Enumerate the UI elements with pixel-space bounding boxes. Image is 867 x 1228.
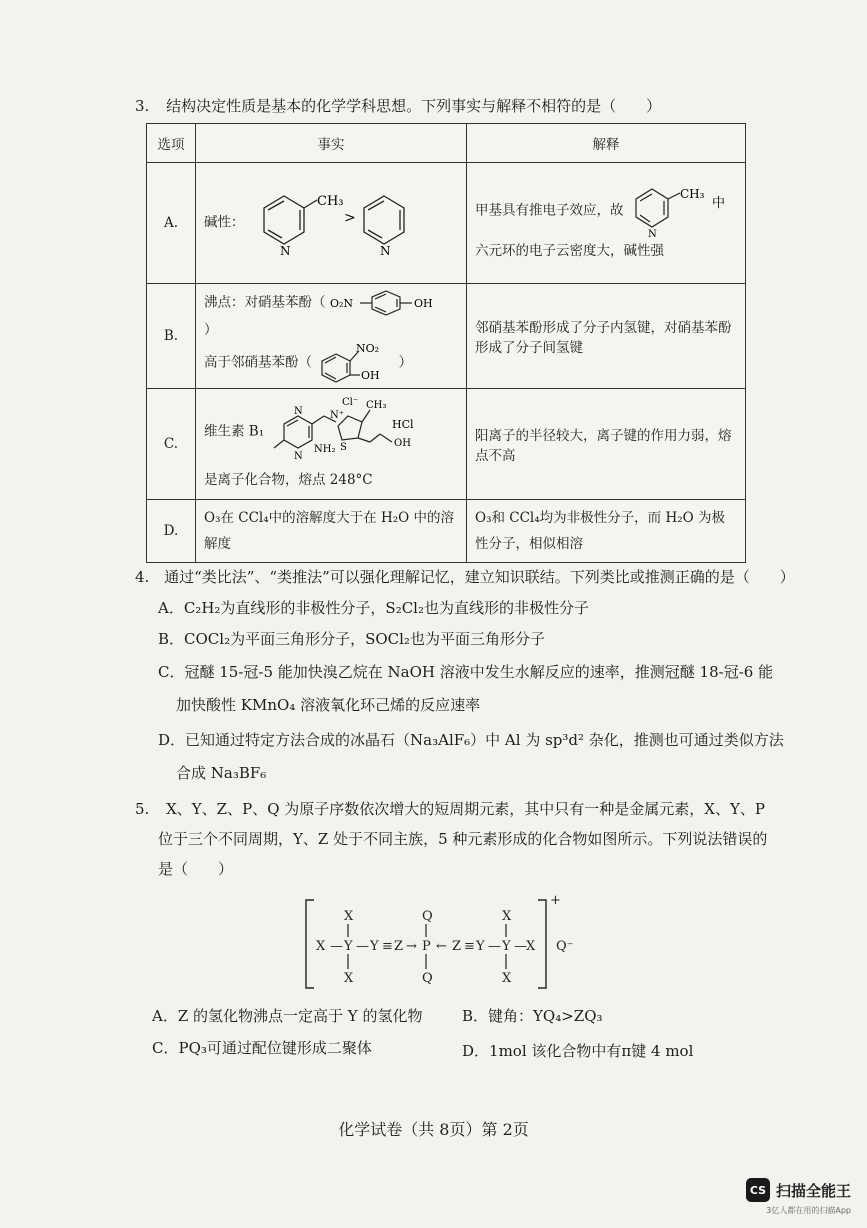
question-5	[135, 798, 765, 820]
cs-logo-icon: CS	[746, 1178, 770, 1202]
row-option: D.	[147, 500, 196, 563]
svg-text:Q: Q	[422, 971, 433, 986]
svg-text:X: X	[502, 909, 512, 924]
svg-text:Z: Z	[394, 939, 404, 954]
methylpyridine-structure	[628, 183, 732, 239]
answer-blank[interactable]: （ ）	[734, 568, 795, 586]
fact-line1-b: ）	[204, 322, 218, 338]
svg-text:P: P	[422, 939, 431, 954]
row-explanation: 阳离子的半径较大，离子键的作用力弱，熔点不高	[467, 389, 746, 500]
option-c[interactable]: C．PQ₃可通过配位键形成二聚体	[152, 1039, 372, 1057]
facts-table	[146, 123, 746, 563]
svg-text:Q⁻: Q⁻	[556, 939, 574, 954]
row-explanation: 邻硝基苯酚形成了分子内氢键，对硝基苯酚形成了分子间氢键	[467, 284, 746, 389]
expl-mid: 中	[711, 196, 725, 211]
svg-text:Y: Y	[370, 939, 379, 954]
question-number: 4.	[135, 568, 150, 586]
svg-text:X: X	[344, 909, 354, 924]
row-option: C.	[147, 389, 196, 500]
fact-line2-b: ）	[398, 354, 413, 371]
row-option: A.	[147, 163, 196, 284]
methylpyridine-ring	[264, 196, 317, 244]
option-d[interactable]: D．已知通过特定方法合成的冰晶石（Na₃AlF₆）中 Al 为 sp³d² 杂化，推测也可通过类似方法	[158, 731, 784, 749]
fact-prefix: 碱性：	[204, 214, 245, 231]
row-fact	[196, 389, 467, 500]
question-number: 3.	[135, 97, 150, 115]
question-line3: 是（ ）	[158, 860, 234, 878]
page-footer: 化学试卷（共 8页）第 2页	[338, 1120, 529, 1139]
svg-text:—: —	[514, 939, 527, 954]
option-c-cont: 加快酸性 KMnO₄ 溶液氧化环己烯的反应速率	[176, 696, 481, 714]
watermark-sub: 3亿人都在用的扫描App	[766, 1206, 851, 1215]
row-option: B.	[147, 284, 196, 389]
ring-n-label: N	[294, 406, 304, 417]
option-d-cont: 合成 Na₃BF₆	[176, 764, 267, 782]
svg-text:—: —	[330, 939, 343, 954]
svg-text:→: →	[406, 939, 417, 954]
oh-label: OH	[361, 369, 380, 382]
svg-text:—: —	[356, 939, 369, 954]
sulfur-label: S	[340, 442, 348, 453]
header-option: 选项	[147, 124, 196, 163]
fact-line2-a: 高于邻硝基苯酚（	[204, 354, 312, 371]
svg-text:Y: Y	[476, 939, 485, 954]
svg-text:—: —	[488, 939, 501, 954]
row-fact	[196, 284, 467, 389]
svg-text:Y: Y	[502, 939, 511, 954]
ring-n-label: N	[294, 451, 304, 462]
option-b[interactable]: B．COCl₂为平面三角形分子，SOCl₂也为平面三角形分子	[158, 630, 545, 648]
vitamin-b1-structure	[268, 396, 448, 468]
option-b[interactable]: B．键角：YQ₄>ZQ₃	[462, 1007, 603, 1025]
scanner-watermark	[746, 1178, 851, 1202]
svg-text:Q: Q	[422, 909, 433, 924]
option-d[interactable]: D．1mol 该化合物中有π键 4 mol	[462, 1042, 694, 1060]
oh-label: OH	[394, 438, 412, 449]
question-text: 结构决定性质是基本的化学学科思想。下列事实与解释不相符的是	[166, 97, 602, 115]
watermark-name: 扫描全能王	[775, 1181, 851, 1200]
header-explanation: 解释	[467, 124, 746, 163]
ring-n-label: N	[647, 229, 657, 239]
option-a[interactable]: A．C₂H₂为直线形的非极性分子，S₂Cl₂也为直线形的非极性分子	[158, 599, 589, 617]
ring-n-label: N	[379, 244, 391, 258]
table-row	[147, 389, 746, 500]
answer-blank[interactable]: （ ）	[601, 97, 662, 115]
svg-text:X: X	[526, 939, 536, 954]
question-line2: 位于三个不同周期，Y、Z 处于不同主族，5 种元素形成的化合物如图所示。下列说法错误的	[158, 830, 768, 848]
svg-text:≡: ≡	[464, 939, 475, 954]
o-nitrophenol-structure	[316, 342, 394, 384]
table-row	[147, 163, 746, 284]
methylpyridine-vs-pyridine-diagram	[249, 186, 419, 260]
ionic-compound-structure	[300, 890, 600, 1000]
ring-n-label: N	[279, 244, 291, 258]
ring-n-plus-label: N⁺	[330, 410, 345, 421]
svg-text:X: X	[316, 939, 326, 954]
svg-text:X: X	[344, 971, 354, 986]
oh-label: OH	[413, 297, 433, 310]
chloride-label: Cl⁻	[342, 397, 359, 408]
methyl-label: CH₃	[679, 187, 705, 201]
question-number: 5.	[135, 800, 150, 818]
option-a[interactable]: A．Z 的氢化物沸点一定高于 Y 的氢化物	[152, 1007, 423, 1025]
question-3	[135, 95, 661, 117]
svg-text:Y: Y	[344, 939, 353, 954]
option-c[interactable]: C．冠醚 15-冠-5 能加快溴乙烷在 NaOH 溶液中发生水解反应的速率，推测冠醚 18-冠-6 能	[158, 663, 774, 681]
no2-left-label: O₂N	[329, 297, 353, 310]
fact-line1: 维生素 B₁	[204, 423, 265, 440]
table-row	[147, 284, 746, 389]
greater-than: >	[343, 210, 356, 226]
header-fact: 事实	[196, 124, 467, 163]
svg-text:←: ←	[436, 939, 447, 954]
question-line1: X、Y、Z、P、Q 为原子序数依次增大的短周期元素，其中只有一种是金属元素，X、Y、P	[166, 800, 765, 818]
no2-label: NO₂	[356, 342, 380, 355]
nh2-label: NH₂	[314, 444, 336, 455]
hcl-label: HCl	[392, 418, 414, 431]
methyl-label: CH₃	[316, 194, 344, 209]
expl-line2: 六元环的电子云密度大，碱性强	[475, 243, 664, 259]
row-fact	[196, 163, 467, 284]
answer-blank[interactable]: （ ）	[173, 860, 234, 878]
svg-text:Z: Z	[452, 939, 462, 954]
table-row	[147, 500, 746, 563]
svg-text:+: +	[550, 893, 561, 908]
fact-line2: 是离子化合物，熔点 248°C	[204, 472, 373, 488]
methyl-label: CH₃	[366, 400, 387, 411]
svg-text:≡: ≡	[382, 939, 393, 954]
row-explanation: O₃和 CCl₄均为非极性分子，而 H₂O 为极性分子，相似相溶	[467, 500, 746, 563]
row-explanation	[467, 163, 746, 284]
fact-line1-a: 沸点：对硝基苯酚（	[204, 294, 326, 311]
question-4	[135, 566, 795, 588]
expl-text: 甲基具有推电子效应，故	[475, 202, 624, 219]
row-fact: O₃在 CCl₄中的溶解度大于在 H₂O 中的溶解度	[196, 500, 467, 563]
pyridine-ring	[364, 196, 404, 244]
svg-text:X: X	[502, 971, 512, 986]
question-text: 通过“类比法”、“类推法”可以强化理解记忆，建立知识联结。下列类比或推测正确的是	[164, 568, 735, 586]
p-nitrophenol-structure	[330, 288, 454, 318]
